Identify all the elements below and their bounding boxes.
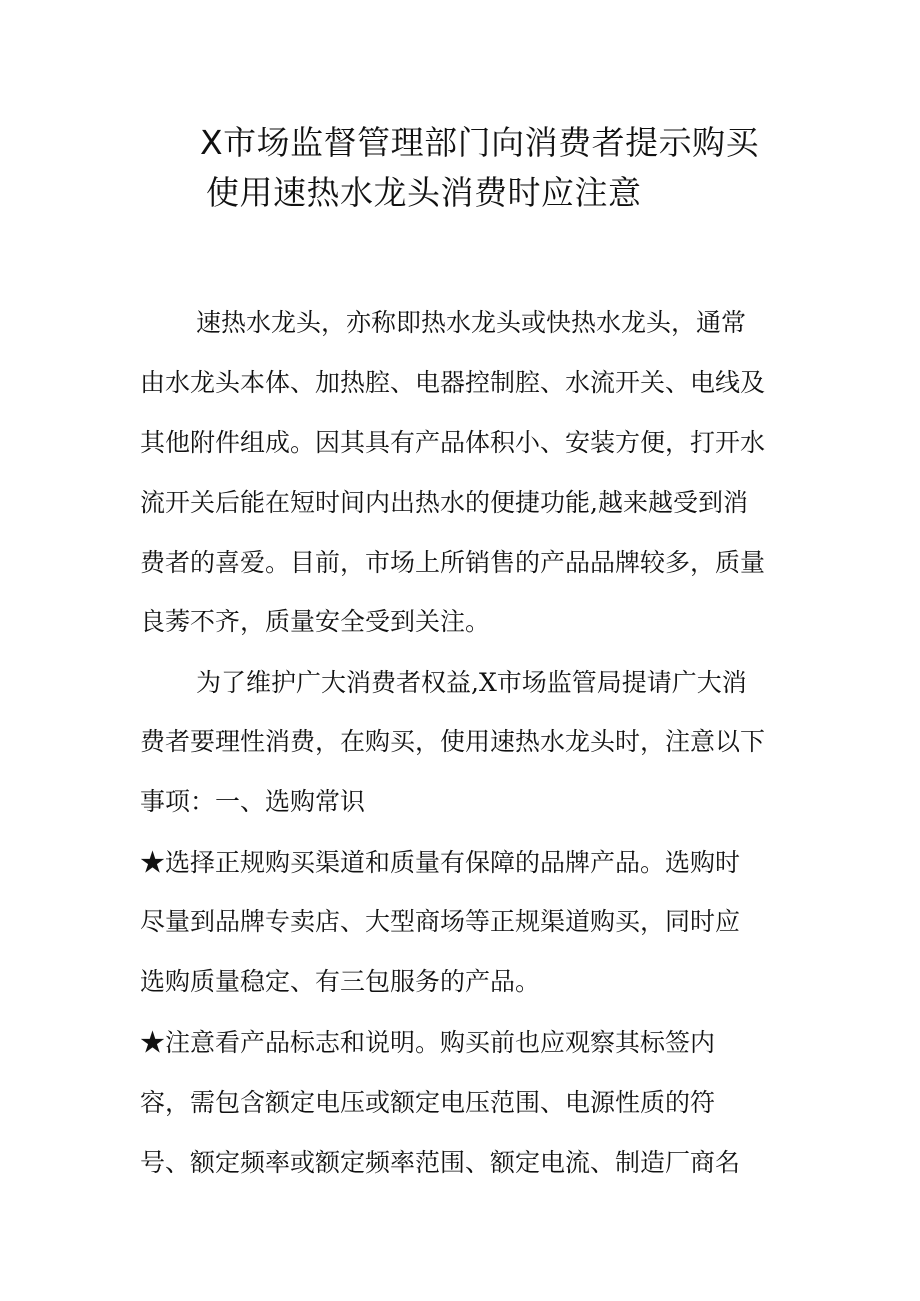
text-line: ★选择正规购买渠道和质量有保障的品牌产品。选购时 [140, 848, 741, 877]
text-line: 事项：一、选购常识 [140, 787, 366, 816]
text-line: 容，需包含额定电压或额定电压范围、电源性质的符 [140, 1088, 716, 1117]
text-line: 其他附件组成。因其具有产品体积小、安装方便，打开水 [140, 428, 766, 457]
text-line: 号、额定频率或额定频率范围、额定电流、制造厂商名 [140, 1148, 741, 1177]
text-line: 速热水龙头，亦称即热水龙头或快热水龙头，通常 [196, 308, 747, 337]
text-line: 尽量到品牌专卖店、大型商场等正规渠道购买，同时应 [140, 907, 741, 936]
text-line: 费者的喜爱。目前，市场上所销售的产品品牌较多，质量 [140, 548, 766, 577]
text-line: 费者要理性消费，在购买，使用速热水龙头时，注意以下 [140, 727, 766, 756]
text-line: 由水龙头本体、加热腔、电器控制腔、水流开关、电线及 [140, 368, 766, 397]
text-line: 良莠不齐，质量安全受到关注。 [140, 607, 491, 636]
title-line-2: 使用速热水龙头消费时应注意 [206, 173, 642, 212]
text-line: 流开关后能在短时间内出热水的便捷功能,越来越受到消 [140, 488, 748, 517]
text-line: 选购质量稳定、有三包服务的产品。 [140, 967, 541, 996]
text-line: 为了维护广大消费者权益,X市场监管局提请广大消 [196, 668, 747, 697]
text-line: ★注意看产品标志和说明。购买前也应观察其标签内 [140, 1028, 716, 1057]
title-line-1: X市场监督管理部门向消费者提示购买 [200, 123, 760, 162]
document-title [200, 118, 890, 218]
